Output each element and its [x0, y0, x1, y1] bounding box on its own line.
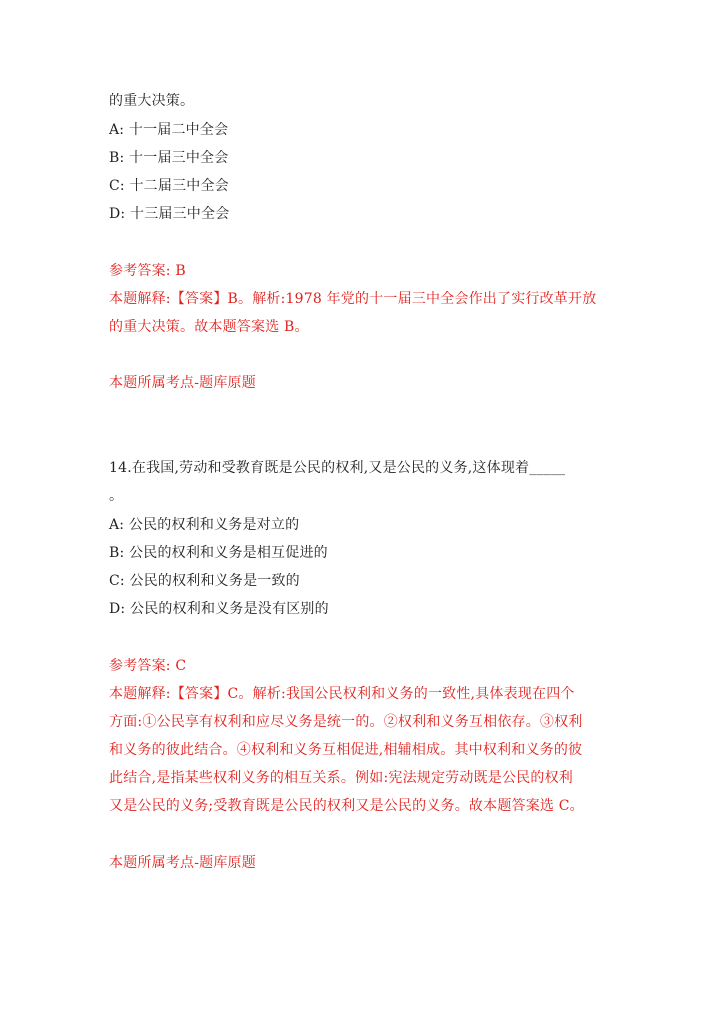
q14-explanation-line-2: 方面:①公民享有权利和应尽义务是统一的。②权利和义务互相依存。③权利: [109, 714, 583, 730]
q14-option-b: B: 公民的权利和义务是相互促进的: [109, 545, 328, 561]
q14-question-line-2: 。: [109, 488, 124, 504]
q13-option-b: B: 十一届三中全会: [109, 150, 229, 166]
q13-option-a: A: 十一届二中全会: [109, 122, 229, 138]
q14-option-a: A: 公民的权利和义务是对立的: [109, 517, 300, 533]
q14-explanation-line-5: 又是公民的义务;受教育既是公民的权利又是公民的义务。故本题答案选 C。: [109, 798, 584, 814]
q13-explanation-line-2: 的重大决策。故本题答案选 B。: [109, 319, 309, 335]
q14-explanation-line-3: 和义务的彼此结合。④权利和义务互相促进,相辅相成。其中权利和义务的彼: [109, 742, 583, 758]
q14-source: 本题所属考点-题库原题: [109, 855, 256, 871]
q14-explanation-line-1: 本题解释:【答案】C。解析:我国公民权利和义务的一致性,具体表现在四个: [109, 686, 575, 702]
q14-option-c: C: 公民的权利和义务是一致的: [109, 573, 300, 589]
q14-option-d: D: 公民的权利和义务是没有区别的: [109, 601, 329, 617]
q14-explanation-line-4: 此结合,是指某些权利义务的相互关系。例如:宪法规定劳动既是公民的权利: [109, 770, 573, 786]
q13-continuation: 的重大决策。: [109, 93, 195, 109]
q13-answer: 参考答案: B: [109, 263, 186, 279]
q13-option-c: C: 十二届三中全会: [109, 178, 229, 194]
q14-answer: 参考答案: C: [109, 658, 187, 674]
q13-source: 本题所属考点-题库原题: [109, 375, 256, 391]
q13-explanation-line-1: 本题解释:【答案】B。解析:1978 年党的十一届三中全会作出了实行改革开放: [109, 291, 597, 307]
q13-option-d: D: 十三届三中全会: [109, 206, 230, 222]
q14-question-line-1: 14.在我国,劳动和受教育既是公民的权利,又是公民的义务,这体现着_____: [109, 460, 566, 476]
